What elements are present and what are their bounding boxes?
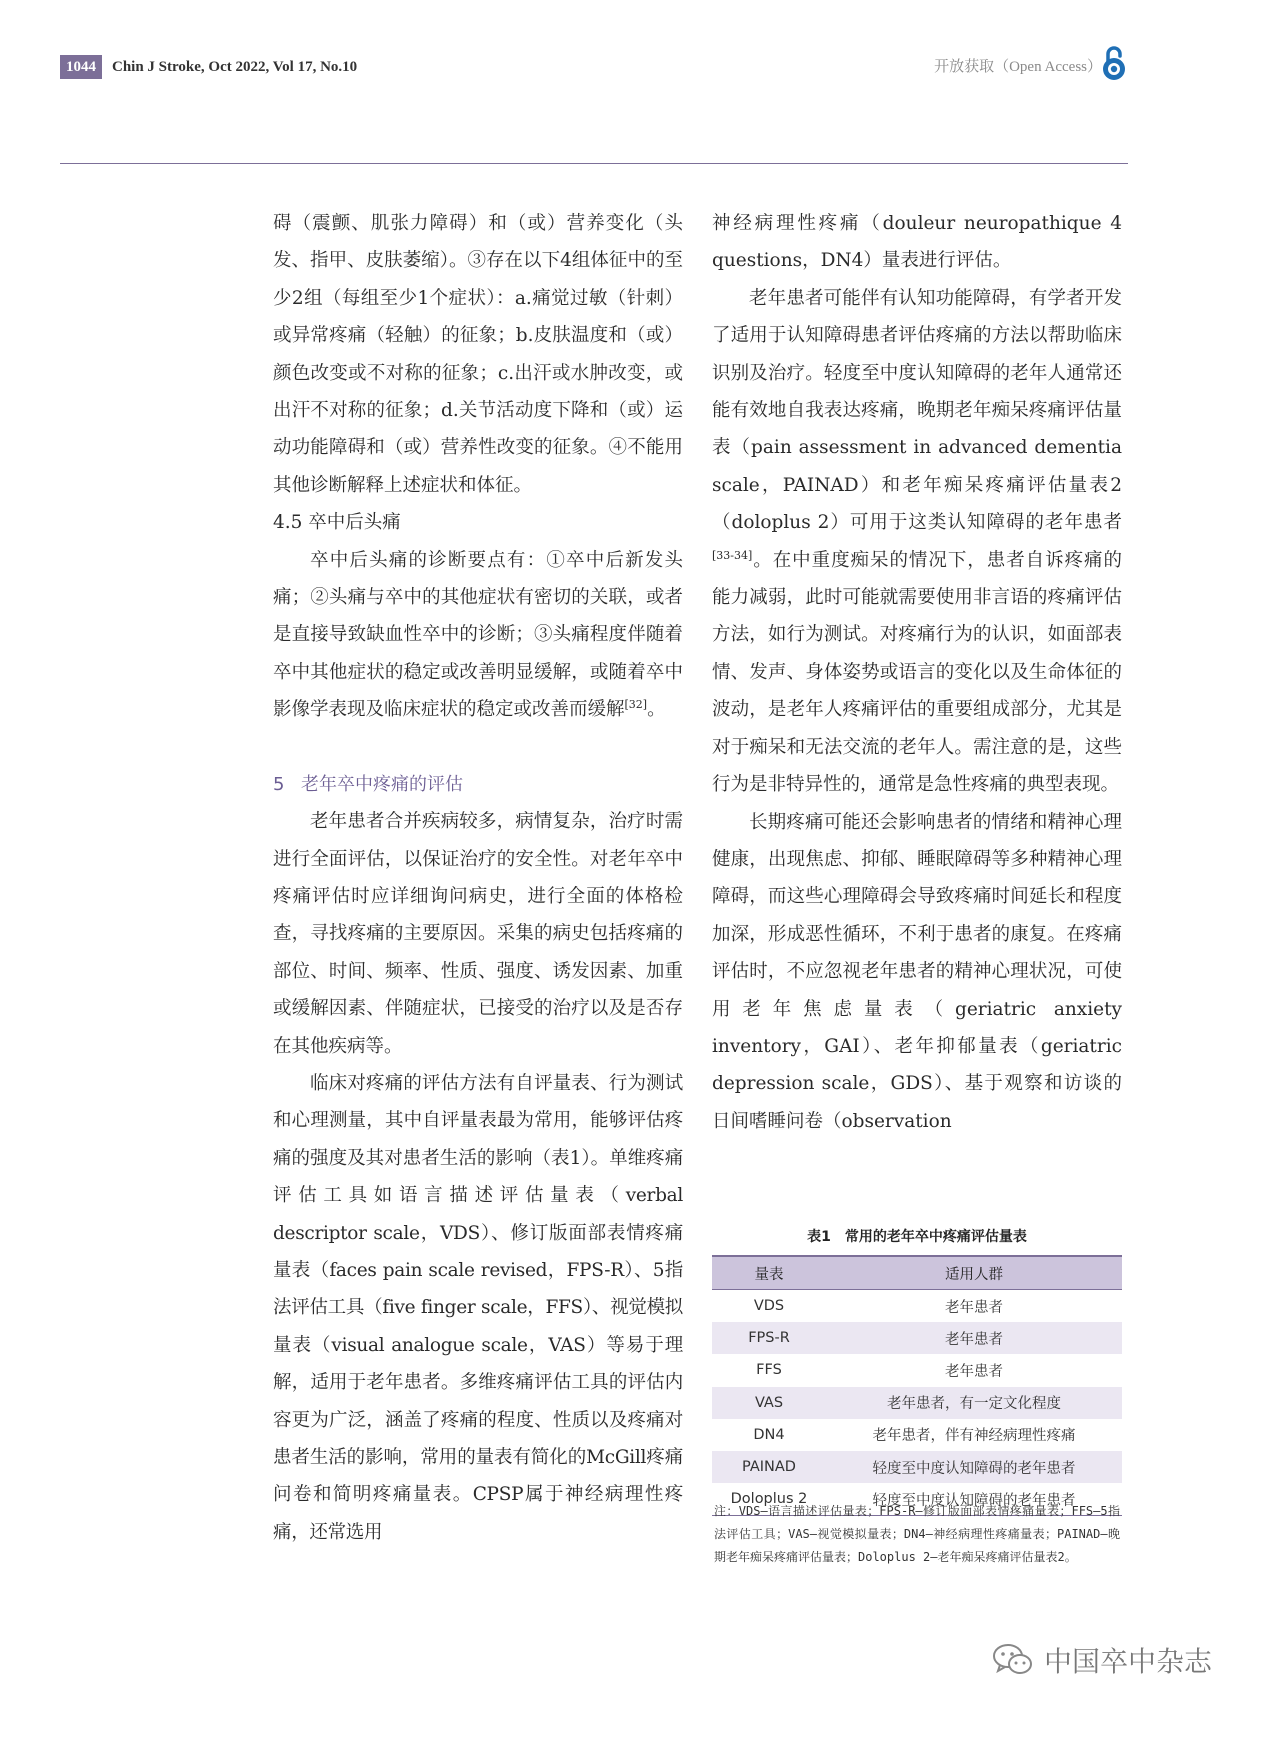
journal-citation: Chin J Stroke, Oct 2022, Vol 17, No.10 — [112, 59, 358, 75]
table-row: DN4 老年患者，伴有神经病理性疼痛 — [753, 1426, 1076, 1445]
table-row: PAINAD 轻度至中度认知障碍的老年患者 — [712, 1451, 1122, 1483]
table-row: FPS-R 老年患者 — [712, 1322, 1122, 1354]
section-heading-5: 5 老年卒中疼痛的评估 — [273, 773, 463, 795]
right-column — [712, 205, 1122, 1140]
paragraph: 长期疼痛可能还会影响患者的情绪和精神心理健康，出现焦虑、抑郁、睡眠障碍等多种精神心理障碍，而这些心理障碍会导致疼痛时间延长和程度加深，形成恶性循环，不利于患者的康复。在疼痛评估时，不应忽视老年患者的精神心理状况，可使用老年焦虑量表（geriatric anxiety inventory，GAI）、老年抑郁量表（geriatric depression scale，GDS）、基于观察和访谈的日间嗜睡问卷（observation — [712, 811, 1122, 1132]
paragraph: 卒中后头痛的诊断要点有：①卒中后新发头痛；②头痛与卒中的其他症状有密切的关联，或者是直接导致缺血性卒中的诊断；③头痛程度伴随着卒中其他症状的稳定或改善明显缓解，或随着卒中影像学表现及临床症状的稳定或改善而缓解[32]。 — [273, 549, 683, 721]
watermark-text: 中国卒中杂志 — [1044, 1645, 1213, 1678]
table-header-row — [712, 1256, 1122, 1290]
paragraph: 老年患者合并疾病较多，病情复杂，治疗时需进行全面评估，以保证治疗的安全性。对老年卒中疼痛评估时应详细询问病史，进行全面的体格检查，寻找疼痛的主要原因。采集的病史包括疼痛的部位、时间、频率、性质、强度、诱发因素、加重或缓解因素、伴随症状，已接受的治疗以及是否存在其他疾病等。 — [273, 811, 683, 1057]
table-caption: 表1 常用的老年卒中疼痛评估量表 — [807, 1229, 1027, 1245]
left-column — [273, 205, 683, 1551]
header-rule — [60, 163, 1128, 164]
paragraph: 临床对疼痛的评估方法有自评量表、行为测试和心理测量，其中自评量表最为常用，能够评估疼痛的强度及其对患者生活的影响（表1）。单维疼痛评估工具如语言描述评估量表（verbal descriptor scale，VDS）、修订版面部表情疼痛量表（faces pain scale revised，FPS-R）、5指法评估工具（five finger scale，FFS）、视觉模拟量表（visual analogue scale，VAS）等易于理解，适用于老年患者。多维疼痛评估工具的评估内容更为广泛，涵盖了疼痛的程度、性质以及疼痛对患者生活的影响，常用的量表有简化的McGill疼痛问卷和简明疼痛量表。CPSP属于神经病理性疼痛，还常选用 — [273, 1072, 683, 1543]
paragraph: 神经病理性疼痛（douleur neuropathique 4 questions，DN4）量表进行评估。 — [712, 213, 1122, 272]
table-row: FFS 老年患者 — [756, 1362, 1003, 1380]
citation-ref[interactable]: [33-34] — [712, 548, 753, 562]
watermark — [992, 1640, 1212, 1680]
page-number: 1044 — [60, 55, 102, 79]
paragraph: 碍（震颤、肌张力障碍）和（或）营养变化（头发、指甲、皮肤萎缩）。③存在以下4组体征中的至少2组（每组至少1个症状）：a.痛觉过敏（针刺）或异常疼痛（轻触）的征象；b.皮肤温度和（或）颜色改变或不对称的征象；c.出汗或水肿改变，或出汗不对称的征象；d.关节活动度下降和（或）运动功能障碍和（或）营养性改变的征象。④不能用其他诊断解释上述症状和体征。 — [273, 213, 683, 496]
section-heading-4-5: 4.5 卒中后头痛 — [273, 512, 401, 534]
open-access-lock-icon — [1100, 45, 1128, 81]
wechat-icon — [992, 1642, 1034, 1678]
citation-ref[interactable]: [32] — [624, 698, 648, 712]
table-header-cell: 量表 — [712, 1256, 826, 1290]
table-note: 注：VDS—语言描述评估量表；FPS-R—修订版面部表情疼痛量表；FFS—5指法评估工具；VAS—视觉模拟量表；DN4—神经病理性疼痛量表；PAINAD—晚期老年痴呆疼痛评估量表；Doloplus 2—老年痴呆疼痛评估量表2。 — [714, 1504, 1120, 1564]
assessment-scale-table — [712, 1255, 1122, 1516]
open-access-label: 开放获取（Open Access） — [934, 59, 1102, 75]
table-row: Doloplus 2 轻度至中度认知障碍的老年患者 — [712, 1483, 1122, 1516]
table-header-cell: 适用人群 — [826, 1256, 1122, 1290]
table-row: VDS 老年患者 — [753, 1298, 1003, 1316]
table-row: VAS 老年患者，有一定文化程度 — [712, 1387, 1122, 1419]
paragraph: 老年患者可能伴有认知功能障碍，有学者开发了适用于认知障碍患者评估疼痛的方法以帮助临床识别及治疗。轻度至中度认知障碍的老年人通常还能有效地自我表达疼痛，晚期老年痴呆疼痛评估量表（pain assessment in advanced dementia scale，PAINAD）和老年痴呆疼痛评估量表2（doloplus 2）可用于这类认知障碍的老年患者[33-34]。在中重度痴呆的情况下，患者自诉疼痛的能力减弱，此时可能就需要使用非言语的疼痛评估方法，如行为测试。对疼痛行为的认识，如面部表情、发声、身体姿势或语言的变化以及生命体征的波动，是老年人疼痛评估的重要组成部分，尤其是对于痴呆和无法交流的老年人。需注意的是，这些行为是非特异性的，通常是急性疼痛的典型表现。 — [712, 287, 1122, 796]
